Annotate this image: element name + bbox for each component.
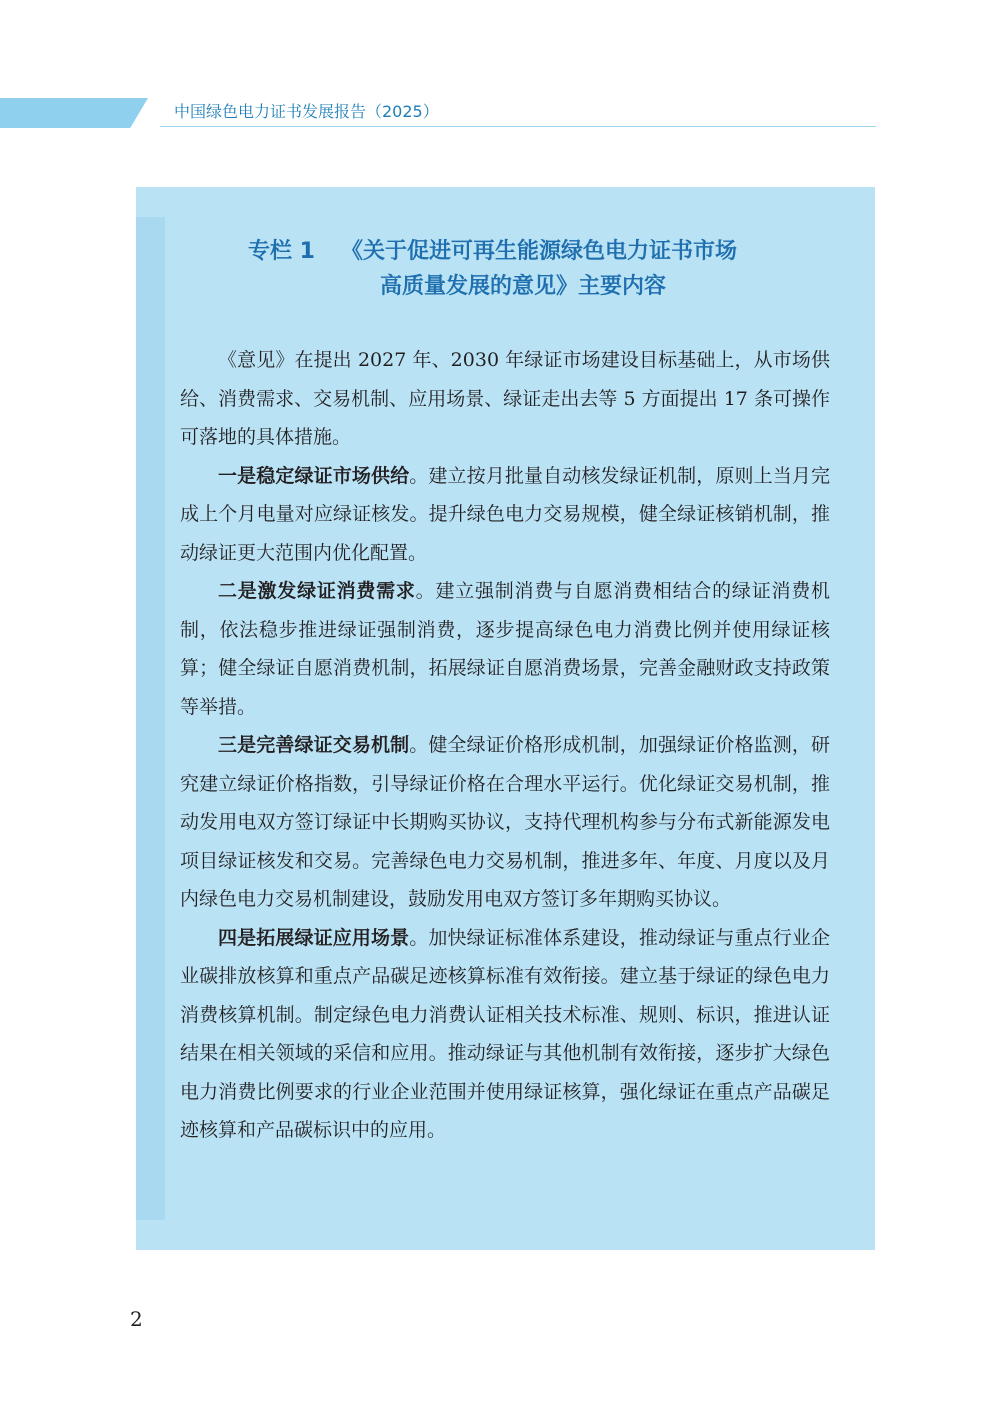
paragraph-text: 。建立按月批量自动核发绿证机制，原则上当月完成上个月电量对应绿证核发。提升绿色电力交易规模，健全绿证核销机制，推动绿证更大范围内优化配置。 [180,464,830,564]
paragraph-demand [180,572,830,726]
page-number: 2 [130,1307,143,1331]
paragraph-text: 。加快绿证标准体系建设，推动绿证与重点行业企业碳排放核算和重点产品碳足迹核算标准有效衔接。建立基于绿证的绿色电力消费核算机制。制定绿色电力消费认证相关技术标准、规则、标识，推进认证结果在相关领域的采信和应用。推动绿证与其他机制有效衔接，逐步扩大绿色电力消费比例要求的行业企业范围并使用绿证核算，强化绿证在重点产品碳足迹核算和产品碳标识中的应用。 [180,926,830,1141]
paragraph-text: 。健全绿证价格形成机制，加强绿证价格监测，研究建立绿证价格指数，引导绿证价格在合理水平运行。优化绿证交易机制，推动发用电双方签订绿证中长期购买协议，支持代理机构参与分布式新能源发电项目绿证核发和交易。完善绿色电力交易机制，推进多年、年度、月度以及月内绿色电力交易机制建设，鼓励发用电双方签订多年期购买协议。 [180,734,830,910]
paragraph-supply [180,457,830,573]
running-header-title: 中国绿色电力证书发展报告（2025） [174,102,439,121]
paragraph-lead: 一是稳定绿证市场供给 [218,464,410,487]
paragraph-text: 。建立强制消费与自愿消费相结合的绿证消费机制，依法稳步推进绿证强制消费，逐步提高绿色电力消费比例并使用绿证核算；健全绿证自愿消费机制，拓展绿证自愿消费场景，完善金融财政支持政策等举措。 [180,580,830,718]
paragraph-lead: 三是完善绿证交易机制 [218,734,410,756]
paragraph-intro [180,341,830,457]
paragraph-text: 《意见》在提出 2027 年、2030 年绿证市场建设目标基础上，从市场供给、消费需求、交易机制、应用场景、绿证走出去等 5 方面提出 17 条可操作可落地的具体措施。 [180,349,830,448]
header-divider [160,126,876,127]
paragraph-applications [180,919,830,1150]
feature-box-title-line-2: 高质量发展的意见》主要内容 [380,274,667,299]
feature-box-margin [136,217,165,1220]
header-accent-bar [0,98,148,128]
paragraph-lead: 四是拓展绿证应用场景 [218,926,410,949]
feature-box-title-text-1: 《关于促进可再生能源绿色电力证书市场 [340,239,737,264]
paragraph-trading [180,726,830,919]
paragraph-lead: 二是激发绿证消费需求 [218,580,416,602]
feature-box-title-line-1 [136,234,875,269]
feature-box-label: 专栏 1 [248,239,315,264]
feature-box-body [180,341,830,1150]
feature-box-title [136,234,875,304]
